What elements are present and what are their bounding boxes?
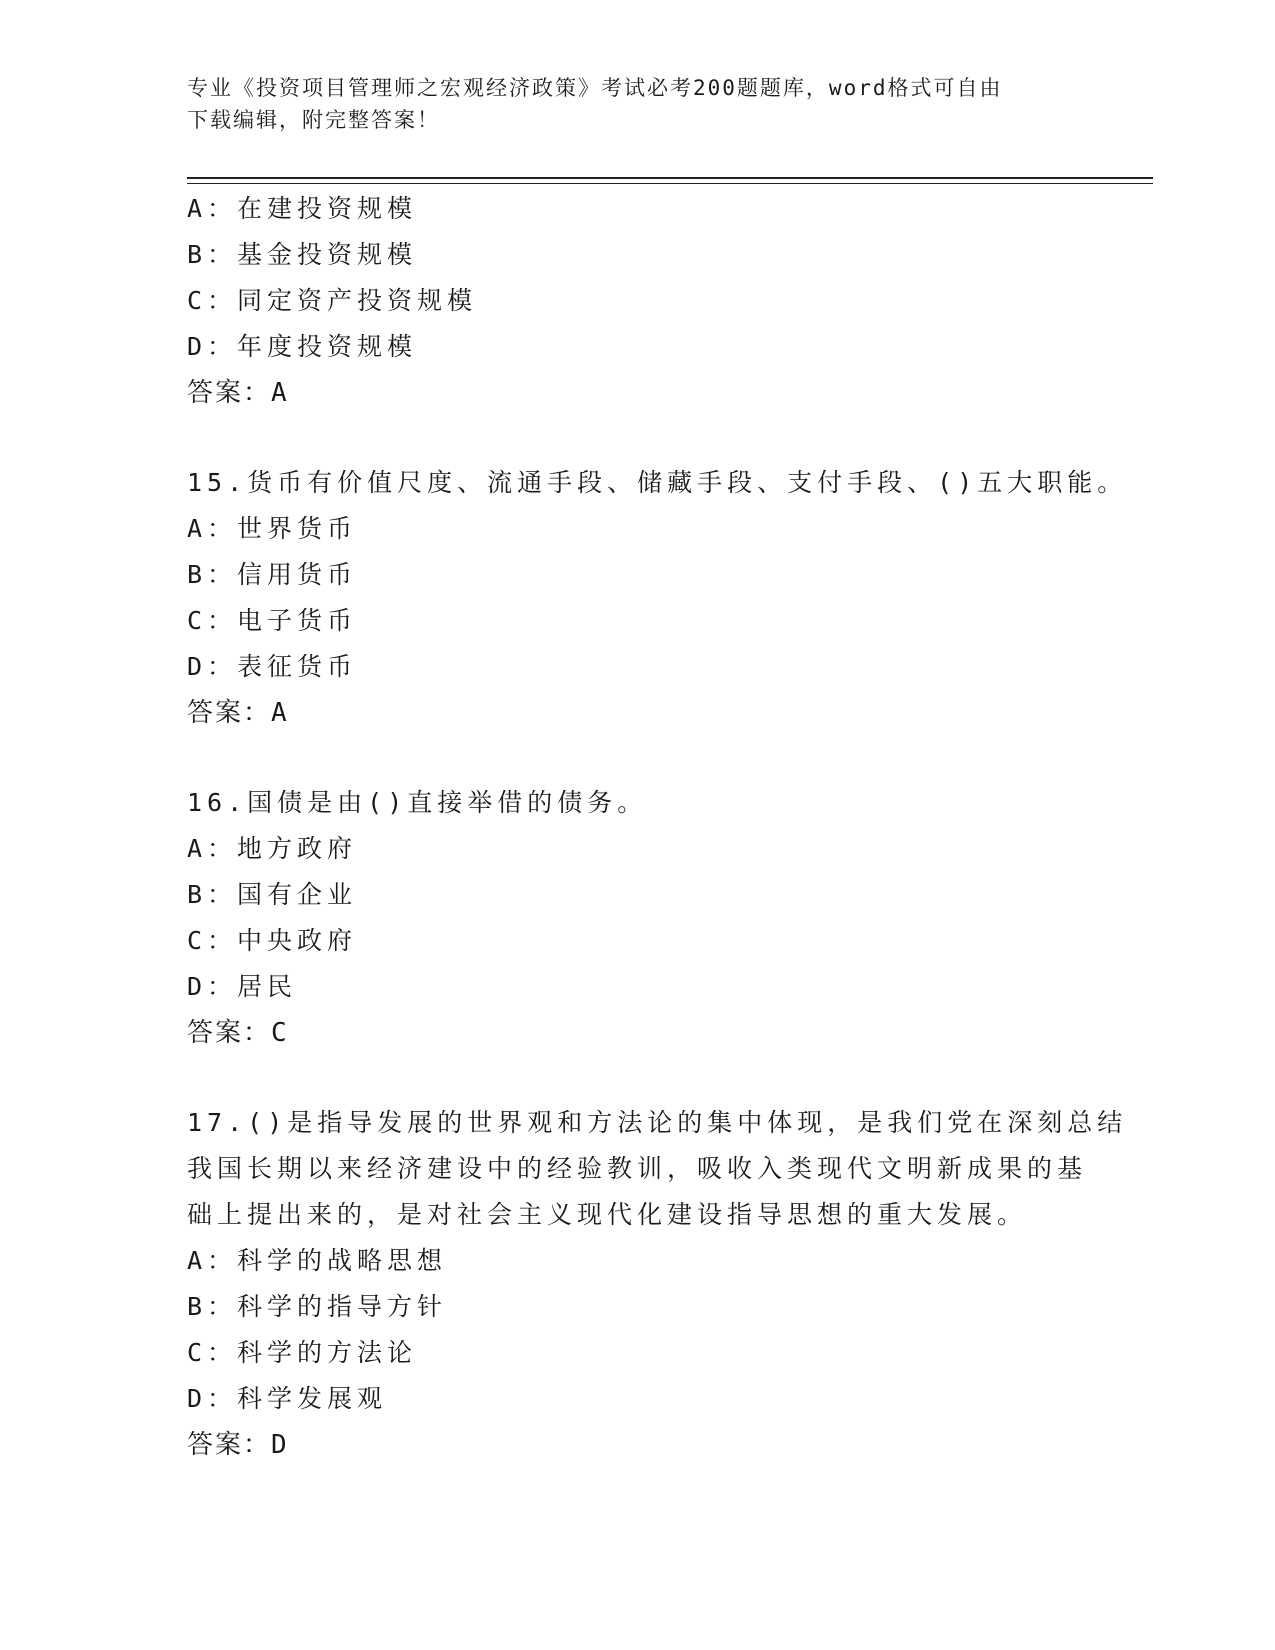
option-b: B：科学的指导方针 [187, 1292, 448, 1321]
option-a: A：科学的战略思想 [187, 1246, 448, 1275]
spacer [187, 1056, 1087, 1100]
option-c: C：电子货币 [187, 606, 358, 635]
question-list [187, 186, 1128, 1468]
option-c: C：中央政府 [187, 926, 358, 955]
header-divider-thin [187, 183, 1153, 184]
option-a: A：在建投资规模 [187, 194, 418, 223]
answer-line: 答案：A [187, 698, 289, 728]
answer-line: 答案：C [187, 1018, 289, 1048]
option-b: B：基金投资规模 [187, 240, 418, 269]
question-text-line-2: 我国长期以来经济建设中的经验教训，吸收入类现代文明新成果的基 [187, 1154, 1088, 1183]
header-line-2: 下载编辑，附完整答案！ [187, 108, 440, 132]
option-a: A：地方政府 [187, 834, 358, 863]
question-text: 16.国债是由()直接举借的债务。 [187, 788, 648, 817]
option-d: D：年度投资规模 [187, 332, 418, 361]
option-d: D：表征货币 [187, 652, 358, 681]
answer-line: 答案：D [187, 1430, 289, 1460]
header-divider-thick [187, 177, 1153, 179]
header-line-1: 专业《投资项目管理师之宏观经济政策》考试必考200题题库，word格式可自由 [187, 76, 1003, 100]
question-text-line-1: 17.()是指导发展的世界观和方法论的集中体现，是我们党在深刻总结 [187, 1108, 1128, 1137]
option-a: A：世界货币 [187, 514, 358, 543]
question-text: 15.货币有价值尺度、流通手段、储藏手段、支付手段、()五大职能。 [187, 468, 1128, 497]
spacer [187, 736, 1087, 780]
question-block-17 [187, 1100, 1128, 1468]
question-block-14 [187, 186, 1087, 416]
question-block-15 [187, 460, 1128, 736]
option-b: B：信用货币 [187, 560, 358, 589]
answer-line: 答案：A [187, 378, 289, 408]
option-d: D：居民 [187, 972, 298, 1001]
spacer [187, 416, 1087, 460]
option-d: D：科学发展观 [187, 1384, 388, 1413]
question-text-line-3: 础上提出来的，是对社会主义现代化建设指导思想的重大发展。 [187, 1200, 1028, 1229]
option-c: C：同定资产投资规模 [187, 286, 478, 315]
option-c: C：科学的方法论 [187, 1338, 418, 1367]
option-b: B：国有企业 [187, 880, 358, 909]
question-block-16 [187, 780, 1087, 1056]
document-header [187, 72, 1077, 136]
